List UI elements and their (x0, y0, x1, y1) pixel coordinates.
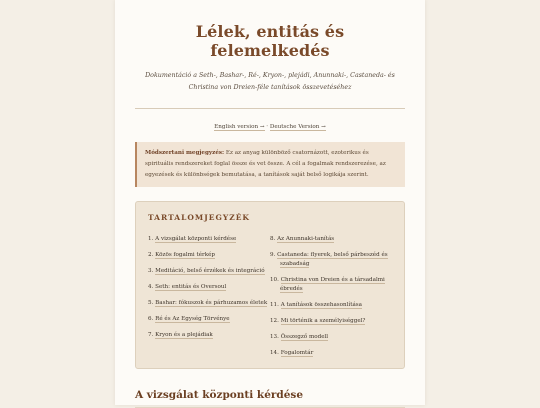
toc-item-number: 2. (148, 252, 154, 258)
toc-title: TARTALOMJEGYZÉK (148, 213, 250, 222)
toc-item[interactable] (270, 333, 392, 342)
toc-item-link[interactable]: Az Anunnaki-tanítás (277, 236, 335, 242)
toc-item[interactable] (148, 283, 270, 292)
toc-item[interactable] (270, 251, 392, 269)
toc-item-number: 5. (148, 300, 154, 306)
page-title: Lélek, entitás és felemelkedés (195, 22, 345, 60)
toc-item[interactable] (148, 299, 270, 308)
methodology-note (135, 142, 405, 187)
toc-item[interactable] (270, 276, 392, 294)
note-label: Módszertani megjegyzés: (145, 150, 225, 156)
toc-item[interactable] (148, 267, 270, 276)
page-subtitle: Dokumentáció a Seth-, Bashar-, Ré-, Kryon-, plejádi, Anunnaki-, Castaneda- és Christina von Dreien-féle tanítások összevetéséhez (145, 72, 395, 91)
toc-item-link[interactable]: Christina von Dreien és a társadalmi ébredés (280, 277, 385, 292)
toc-item-link[interactable]: Összegző modell (280, 334, 329, 340)
toc-item-number: 4. (148, 284, 154, 290)
toc-item-link[interactable]: Kryon és a plejádiak (155, 332, 213, 338)
toc-item[interactable] (148, 331, 270, 340)
toc-item-link[interactable]: Mi történik a személyiséggel? (280, 318, 366, 324)
toc-right-column (270, 235, 392, 365)
toc-item-link[interactable]: Közös fogalmi térkép (155, 252, 216, 258)
note-text: Ez az anyag különböző csatornázott, ezoterikus és spirituális rendszereket foglal össze és vet össze. A cél a fogalmak rendszerezése, az egyezések és különbségek bemutatása, a tanítások saját belső logikája szerint. (145, 150, 386, 178)
toc-item-number: 11. (270, 302, 279, 308)
toc-item-link[interactable]: Meditáció, belső érzékek és integráció (155, 268, 265, 274)
toc-item-link[interactable]: Bashar: fókuszok és párhuzamos életek (155, 300, 268, 306)
toc-item[interactable] (148, 235, 270, 244)
toc-item-number: 13. (270, 334, 279, 340)
toc-item-link[interactable]: A vizsgálat központi kérdése (155, 236, 237, 242)
toc-item-link[interactable]: A tanítások összehasonlítása (280, 302, 362, 308)
toc-item[interactable] (270, 349, 392, 358)
toc-item-number: 8. (270, 236, 276, 242)
language-separator: · (266, 124, 269, 130)
header-divider (135, 108, 405, 109)
language-links (135, 124, 405, 130)
english-version-link[interactable]: English version → (214, 124, 265, 130)
toc-left-column (148, 235, 270, 365)
toc-item[interactable] (148, 315, 270, 324)
section-heading: A vizsgálat központi kérdése (135, 389, 304, 401)
toc-item-link[interactable]: Ré és Az Egység Törvénye (155, 316, 230, 322)
document-page (115, 0, 425, 405)
toc-item-number: 10. (270, 277, 279, 283)
toc-item[interactable] (270, 317, 392, 326)
toc-item-number: 1. (148, 236, 154, 242)
toc-item-number: 9. (270, 252, 276, 258)
toc-item-number: 6. (148, 316, 154, 322)
table-of-contents (135, 201, 405, 369)
toc-item-number: 12. (270, 318, 279, 324)
toc-item-link[interactable]: Seth: entitás és Oversoul (155, 284, 227, 290)
toc-item[interactable] (270, 301, 392, 310)
toc-item[interactable] (270, 235, 392, 244)
german-version-link[interactable]: Deutsche Version → (269, 124, 326, 130)
toc-item-number: 3. (148, 268, 154, 274)
toc-item[interactable] (148, 251, 270, 260)
toc-item-link[interactable]: Fogalomtár (280, 350, 314, 356)
toc-item-number: 14. (270, 350, 279, 356)
toc-item-link[interactable]: Castaneda: flyerek, belső párbeszéd és szabadság (277, 252, 388, 267)
toc-item-number: 7. (148, 332, 154, 338)
